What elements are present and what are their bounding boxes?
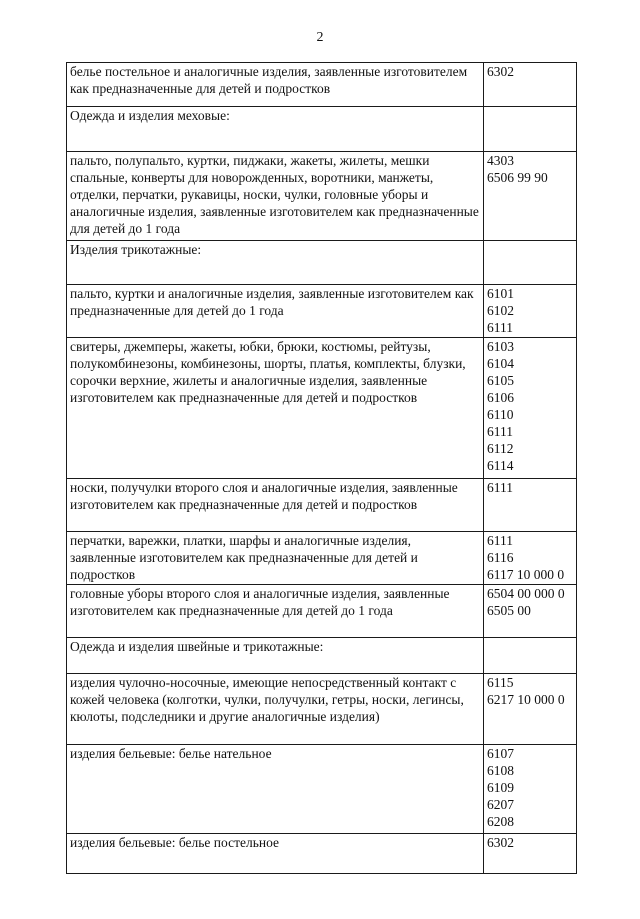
tnved-code: 6302 xyxy=(487,64,514,79)
row-codes xyxy=(484,638,577,674)
tnved-code: 6106 xyxy=(487,390,514,405)
tnved-code: 6217 10 000 0 xyxy=(487,692,565,707)
table-row xyxy=(67,674,577,745)
tnved-code: 6115 xyxy=(487,675,514,690)
tnved-code: 6109 xyxy=(487,780,514,795)
row-description: пальто, куртки и аналогичные изделия, заявленные изготовителем как предназначенные для детей до 1 года xyxy=(67,285,484,338)
row-codes xyxy=(484,152,577,241)
table-row xyxy=(67,638,577,674)
tnved-code: 6111 xyxy=(487,533,513,548)
row-description: головные уборы второго слоя и аналогичные изделия, заявленные изготовителем как предназначенные для детей до 1 года xyxy=(67,585,484,638)
tnved-code: 6101 xyxy=(487,286,514,301)
tnved-code: 6108 xyxy=(487,763,514,778)
table-row xyxy=(67,63,577,107)
tnved-code: 6104 xyxy=(487,356,514,371)
tnved-code: 6111 xyxy=(487,320,513,335)
row-description: перчатки, варежки, платки, шарфы и аналогичные изделия, заявленные изготовителем как предназначенные для детей и подростков xyxy=(67,532,484,585)
row-codes xyxy=(484,285,577,338)
section-heading: Изделия трикотажные: xyxy=(67,241,484,285)
table-row xyxy=(67,585,577,638)
row-description: белье постельное и аналогичные изделия, заявленные изготовителем как предназначенные для детей и подростков xyxy=(67,63,484,107)
tnved-code: 6102 xyxy=(487,303,514,318)
classification-table xyxy=(66,62,577,874)
table-row xyxy=(67,834,577,874)
tnved-code: 6112 xyxy=(487,441,514,456)
tnved-code: 6207 xyxy=(487,797,514,812)
row-codes xyxy=(484,241,577,285)
table-row xyxy=(67,107,577,152)
row-codes xyxy=(484,338,577,479)
table-row xyxy=(67,241,577,285)
row-description: изделия бельевые: белье нательное xyxy=(67,745,484,834)
tnved-code: 6505 00 xyxy=(487,603,531,618)
tnved-code: 6114 xyxy=(487,458,514,473)
tnved-code: 6302 xyxy=(487,835,514,850)
tnved-code: 6208 xyxy=(487,814,514,829)
tnved-code: 6105 xyxy=(487,373,514,388)
tnved-code: 6110 xyxy=(487,407,514,422)
page-number: 2 xyxy=(316,30,324,45)
row-description: изделия бельевые: белье постельное xyxy=(67,834,484,874)
row-codes xyxy=(484,834,577,874)
table-row xyxy=(67,532,577,585)
row-codes xyxy=(484,532,577,585)
row-codes xyxy=(484,674,577,745)
table-row xyxy=(67,152,577,241)
tnved-code: 6116 xyxy=(487,550,514,565)
row-codes xyxy=(484,745,577,834)
table-row xyxy=(67,745,577,834)
row-description: носки, получулки второго слоя и аналогичные изделия, заявленные изготовителем как предназначенные для детей и подростков xyxy=(67,479,484,532)
tnved-code: 6506 99 90 xyxy=(487,170,548,185)
row-codes xyxy=(484,479,577,532)
row-description: пальто, полупальто, куртки, пиджаки, жакеты, жилеты, мешки спальные, конверты для новорожденных, воротники, манжеты, отделки, перчатки, рукавицы, носки, чулки, головные уборы и аналогичные изделия, заявленные изготовителем как предназначенные для детей до 1 года xyxy=(67,152,484,241)
row-description: изделия чулочно-носочные, имеющие непосредственный контакт с кожей человека (колготки, чулки, получулки, гетры, носки, легинсы, кюлоты, подследники и другие аналогичные изделия) xyxy=(67,674,484,745)
row-codes xyxy=(484,585,577,638)
tnved-code: 6111 xyxy=(487,424,513,439)
section-heading: Одежда и изделия меховые: xyxy=(67,107,484,152)
tnved-code: 6504 00 000 0 xyxy=(487,586,565,601)
tnved-code: 6107 xyxy=(487,746,514,761)
row-codes xyxy=(484,63,577,107)
table-row xyxy=(67,338,577,479)
section-heading: Одежда и изделия швейные и трикотажные: xyxy=(67,638,484,674)
tnved-code: 6103 xyxy=(487,339,514,354)
tnved-code: 4303 xyxy=(487,153,514,168)
table-row xyxy=(67,479,577,532)
tnved-code: 6111 xyxy=(487,480,513,495)
tnved-code: 6117 10 000 0 xyxy=(487,567,565,582)
row-codes xyxy=(484,107,577,152)
table-row xyxy=(67,285,577,338)
row-description: свитеры, джемперы, жакеты, юбки, брюки, костюмы, рейтузы, полукомбинезоны, комбинезоны, шорты, платья, комплекты, блузки, сорочки верхние, жилеты и аналогичные изделия, заявленные изготовителем как предназначенные для детей и подростков xyxy=(67,338,484,479)
